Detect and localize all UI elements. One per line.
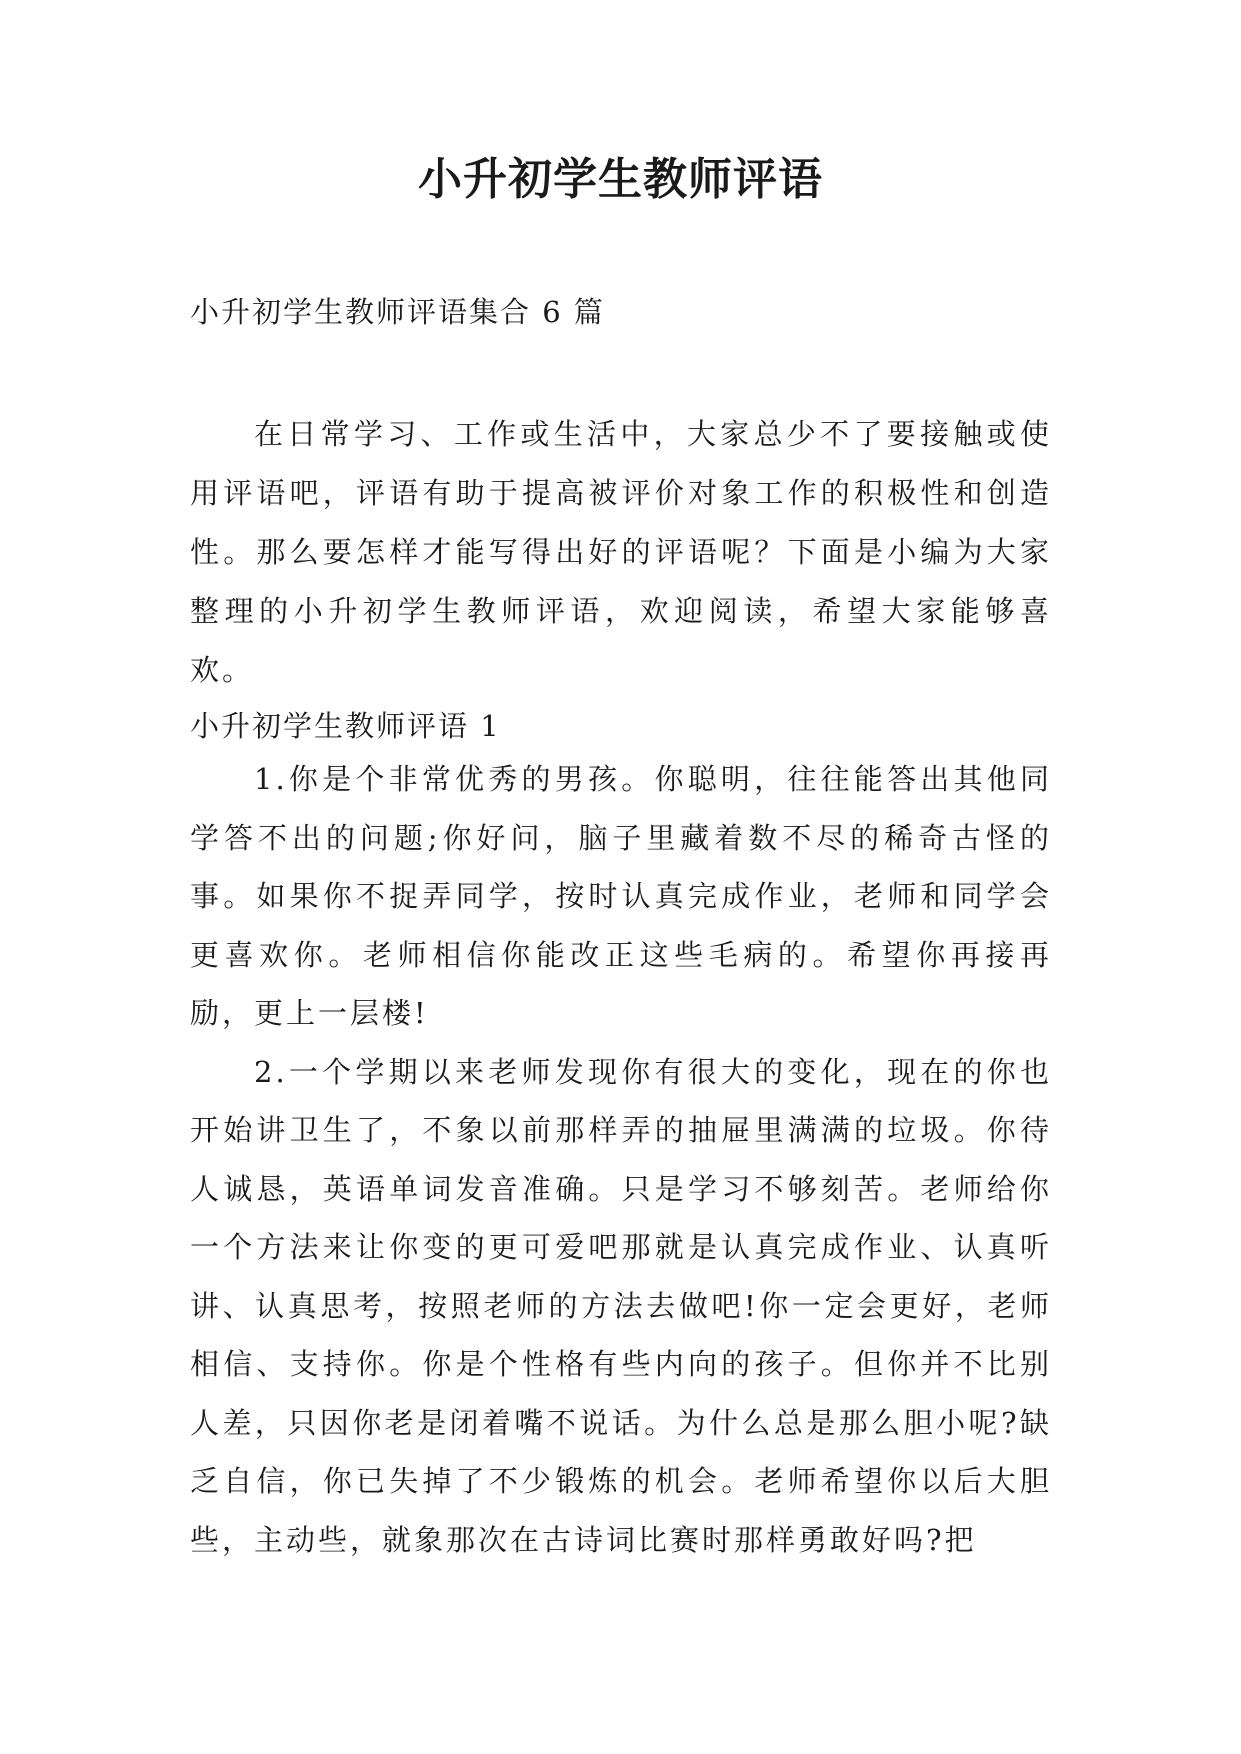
comment-item-2: 2.一个学期以来老师发现你有很大的变化，现在的你也开始讲卫生了，不象以前那样弄的抽屉里满满的垃圾。你待人诚恳，英语单词发音准确。只是学习不够刻苦。老师给你一个方法来让你变的更可爱吧那就是认真完成作业、认真听讲、认真思考，按照老师的方法去做吧!你一定会更好，老师相信、支持你。你是个性格有些内向的孩子。但你并不比别人差，只因你老是闭着嘴不说话。为什么总是那么胆小呢?缺乏自信，你已失掉了不少锻炼的机会。老师希望你以后大胆些，主动些，就象那次在古诗词比赛时那样勇敢好吗?把 <box>190 1054 1052 1557</box>
comment-list <box>190 750 1052 1569</box>
document-title: 小升初学生教师评语 <box>418 154 823 205</box>
intro-paragraph: 在日常学习、工作或生活中，大家总少不了要接触或使用评语吧，评语有助于提高被评价对象工作的积极性和创造性。那么要怎样才能写得出好的评语呢？下面是小编为大家整理的小升初学生教师评语，欢迎阅读，希望大家能够喜欢。 <box>190 417 1052 687</box>
section-heading: 小升初学生教师评语 1 <box>190 709 501 743</box>
comment-item-1: 1.你是个非常优秀的男孩。你聪明，往往能答出其他同学答不出的问题;你好问，脑子里藏着数不尽的稀奇古怪的事。如果你不捉弄同学，按时认真完成作业，老师和同学会更喜欢你。老师相信你能改正这些毛病的。希望你再接再励，更上一层楼! <box>190 762 1052 1030</box>
document-subtitle: 小升初学生教师评语集合 6 篇 <box>190 295 605 329</box>
